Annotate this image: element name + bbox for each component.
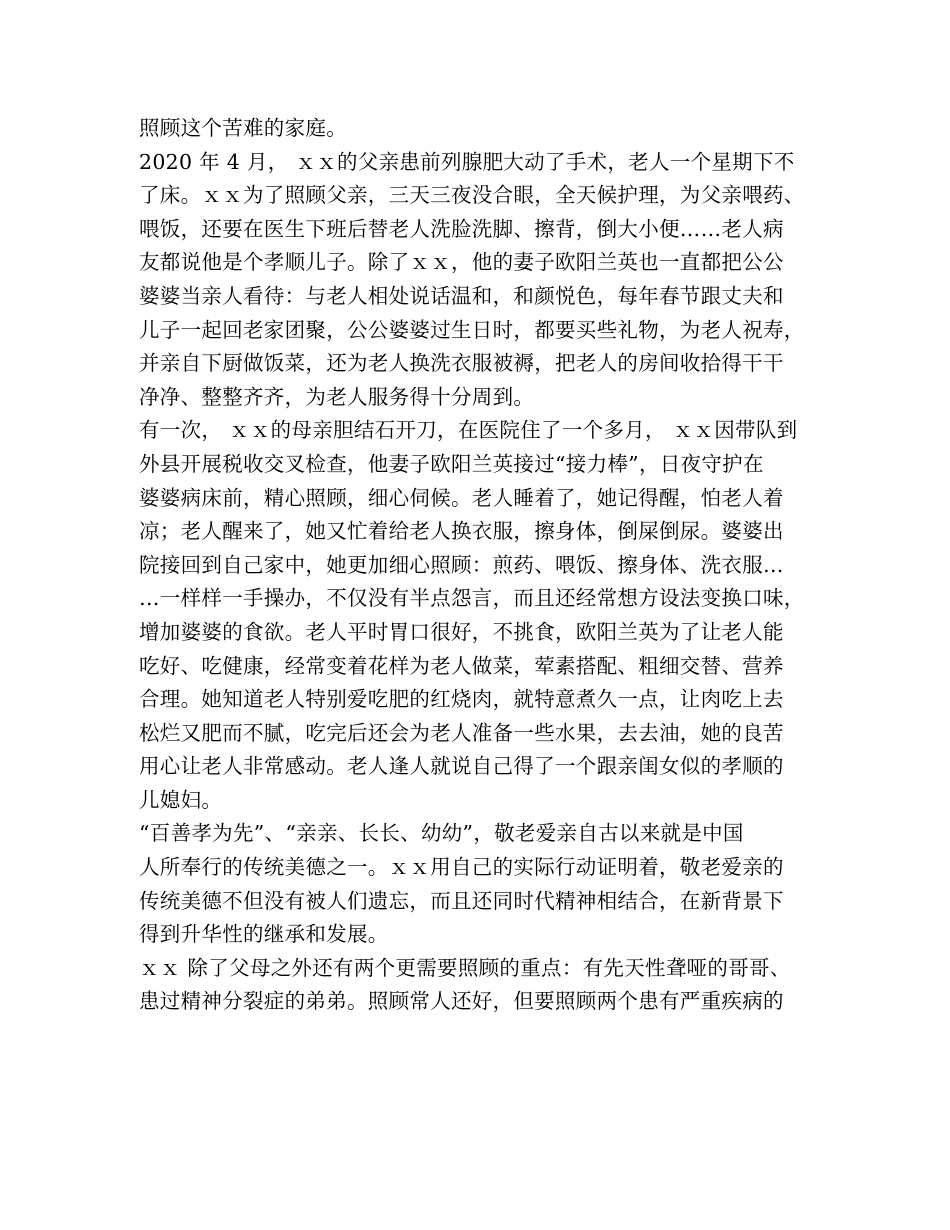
text-line: 友都说他是个孝顺儿子。除了ｘｘ，他的妻子欧阳兰英也一直都把公公 <box>139 250 784 275</box>
text-line: 婆婆病床前，精心照顾，细心伺候。老人睡着了，她记得醒，怕老人着 <box>139 485 784 510</box>
text-line: 患过精神分裂症的弟弟。照顾常人还好，但要照顾两个患有严重疾病的 <box>139 989 784 1014</box>
text-line: 外县开展税收交叉检查，他妻子欧阳兰英接过“接力棒”，日夜守护在 <box>139 451 764 476</box>
document-body-text <box>139 112 819 1019</box>
text-line: 净净、整整齐齐，为老人服务得十分周到。 <box>139 384 535 409</box>
text-line: 了床。ｘｘ为了照顾父亲，三天三夜没合眼，全天候护理，为父亲喂药、 <box>139 183 805 208</box>
text-line: 合理。她知道老人特别爱吃肥的红烧肉，就特意煮久一点，让肉吃上去 <box>139 687 784 712</box>
text-line: 儿子一起回老家团聚，公公婆婆过生日时，都要买些礼物，为老人祝寿， <box>139 317 805 342</box>
text-line: 用心让老人非常感动。老人逢人就说自己得了一个跟亲闺女似的孝顺的 <box>139 754 784 779</box>
text-line: 得到升华性的继承和发展。 <box>139 922 389 947</box>
text-line: 有一次， ｘｘ的母亲胆结石开刀，在医院住了一个多月， ｘｘ因带队到 <box>139 418 798 443</box>
text-line: 凉；老人醒来了，她又忙着给老人换衣服，擦身体，倒屎倒尿。婆婆出 <box>139 519 784 544</box>
text-line: 儿媳妇。 <box>139 787 223 812</box>
text-line: ｘｘ 除了父母之外还有两个更需要照顾的重点：有先天性聋哑的哥哥、 <box>139 955 791 980</box>
text-line: “百善孝为先”、“亲亲、长长、幼幼”，敬老爱亲自古以来就是中国 <box>139 821 744 846</box>
text-line: 增加婆婆的食欲。老人平时胃口很好，不挑食，欧阳兰英为了让老人能 <box>139 619 784 644</box>
text-line: 2020 年 4 月， ｘｘ的父亲患前列腺肥大动了手术，老人一个星期下不 <box>139 149 795 174</box>
text-line: 人所奉行的传统美德之一。ｘｘ用自己的实际行动证明着，敬老爱亲的 <box>139 855 784 880</box>
text-line: 传统美德不但没有被人们遗忘，而且还同时代精神相结合，在新背景下 <box>139 888 784 913</box>
text-line: 并亲自下厨做饭菜，还为老人换洗衣服被褥，把老人的房间收拾得干干 <box>139 351 784 376</box>
text-line: 照顾这个苦难的家庭。 <box>139 116 347 140</box>
text-line: …一样样一手操办，不仅没有半点怨言，而且还经常想方设法变换口味， <box>139 586 805 611</box>
text-line: 婆婆当亲人看待：与老人相处说话温和，和颜悦色，每年春节跟丈夫和 <box>139 283 784 308</box>
text-line: 松烂又肥而不腻，吃完后还会为老人准备一些水果，去去油，她的良苦 <box>139 720 784 745</box>
text-line: 喂饭，还要在医生下班后替老人洗脸洗脚、擦背，倒大小便……老人病 <box>139 216 784 241</box>
text-line: 院接回到自己家中，她更加细心照顾：煎药、喂饭、擦身体、洗衣服… <box>139 552 784 577</box>
text-line: 吃好、吃健康，经常变着花样为老人做菜，荤素搭配、粗细交替、营养 <box>139 653 784 678</box>
